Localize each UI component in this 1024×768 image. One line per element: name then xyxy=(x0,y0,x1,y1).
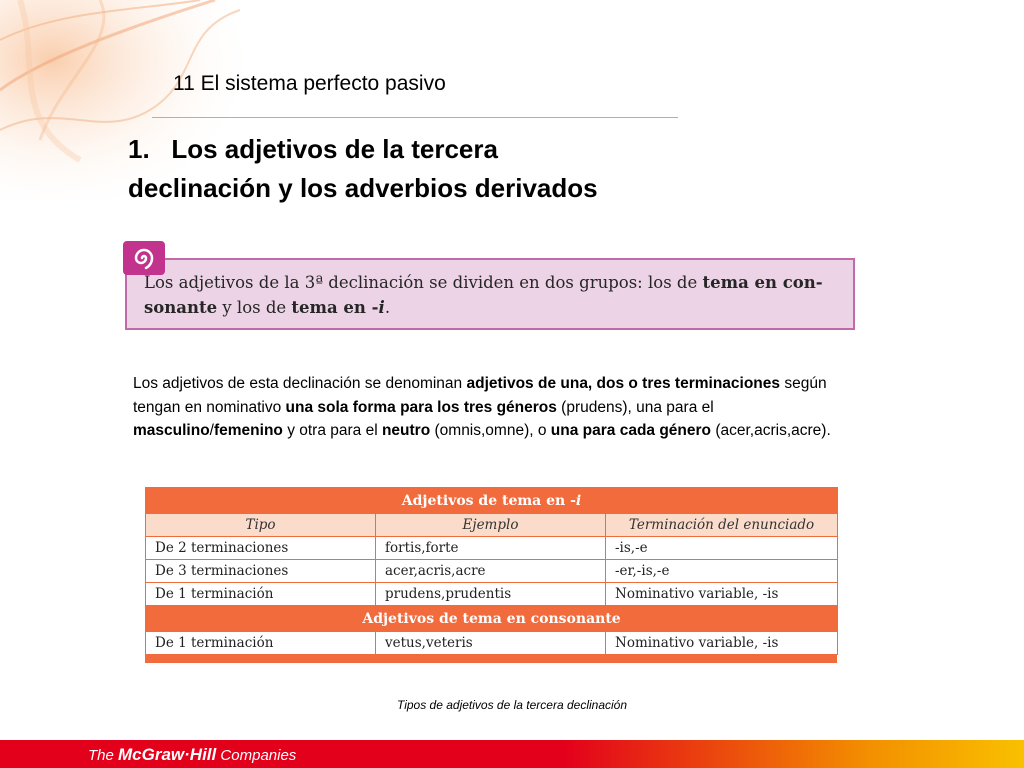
publisher-logo xyxy=(88,745,296,765)
paragraph-bold: femenino xyxy=(213,422,283,439)
chapter-divider xyxy=(152,117,678,118)
logo-the: The xyxy=(88,747,119,764)
table-caption: Tipos de adjetivos de la tercera declinación xyxy=(396,698,628,712)
table-cell: De 2 terminaciones xyxy=(146,537,376,560)
table-cell: Nominativo variable, -is xyxy=(606,632,838,655)
table-band-italic: i xyxy=(575,492,582,509)
table-cell: prudens,prudentis xyxy=(376,583,606,606)
table-band-row xyxy=(146,488,838,514)
paragraph-text: según tengan en nominativo xyxy=(133,375,827,416)
adjectives-table xyxy=(145,487,837,663)
table-band-tema-i xyxy=(146,488,838,514)
column-header-terminacion: Terminación del enunciado xyxy=(606,514,838,537)
table-header-row xyxy=(146,514,838,537)
table-cell: acer,acris,acre xyxy=(376,560,606,583)
slide-heading xyxy=(128,130,768,208)
table-cell: vetus,veteris xyxy=(376,632,606,655)
paragraph-text: (omnis,omne), o xyxy=(430,422,551,439)
slide-heading-line2: declinación y los adverbios derivados xyxy=(128,173,598,203)
table-cell: De 1 terminación xyxy=(146,632,376,655)
adjectives-table-grid xyxy=(145,487,838,655)
table-cell: -is,-e xyxy=(606,537,838,560)
table-row xyxy=(146,560,838,583)
table-cell: -er,-is,-e xyxy=(606,560,838,583)
note-bold-text: tema en - xyxy=(291,298,379,317)
body-paragraph xyxy=(133,372,863,443)
table-row xyxy=(146,583,838,606)
note-bold-italic: i xyxy=(378,298,385,317)
table-row xyxy=(146,537,838,560)
paragraph-text: Los adjetivos de esta declinación se denominan xyxy=(133,375,467,392)
paragraph-text: y otra para el xyxy=(282,422,382,439)
paragraph-text: (acer,acris,acre). xyxy=(711,422,831,439)
table-cell: Nominativo variable, -is xyxy=(606,583,838,606)
paragraph-bold: una para cada género xyxy=(550,422,712,439)
column-header-tipo: Tipo xyxy=(146,514,376,537)
note-text-part: . xyxy=(384,298,391,317)
logo-brand: McGraw·Hill xyxy=(118,745,217,764)
slide-heading-line1: 1. Los adjetivos de la tercera xyxy=(128,134,498,164)
table-cell: De 3 terminaciones xyxy=(146,560,376,583)
table-cell: fortis,forte xyxy=(376,537,606,560)
paragraph-bold: neutro xyxy=(381,422,431,439)
paragraph-text: / xyxy=(209,422,214,439)
table-cell: De 1 terminación xyxy=(146,583,376,606)
table-row xyxy=(146,632,838,655)
paragraph-bold: adjetivos de una, dos o tres terminaciones xyxy=(466,375,781,392)
note-text xyxy=(144,270,844,320)
note-text-part: Los adjetivos de la 3ª declinación se dividen en dos grupos: los de xyxy=(144,273,703,292)
logo-companies: Companies xyxy=(216,747,297,764)
table-band-row xyxy=(146,606,838,632)
note-bold-part: tema en con- xyxy=(702,273,823,292)
table-band-label: Adjetivos de tema en -i xyxy=(401,492,582,509)
chapter-title: 11 El sistema perfecto pasivo xyxy=(173,72,446,95)
note-bold-part: sonante xyxy=(144,298,218,317)
note-bold-part xyxy=(291,298,384,317)
column-header-ejemplo: Ejemplo xyxy=(376,514,606,537)
table-band-tema-consonante: Adjetivos de tema en consonante xyxy=(146,606,838,632)
paragraph-bold: una sola forma para los tres géneros xyxy=(285,398,557,416)
paragraph-bold: masculino xyxy=(133,422,210,439)
paragraph-text: (prudens), una para el xyxy=(556,398,714,416)
note-text-part: y los de xyxy=(217,298,292,317)
